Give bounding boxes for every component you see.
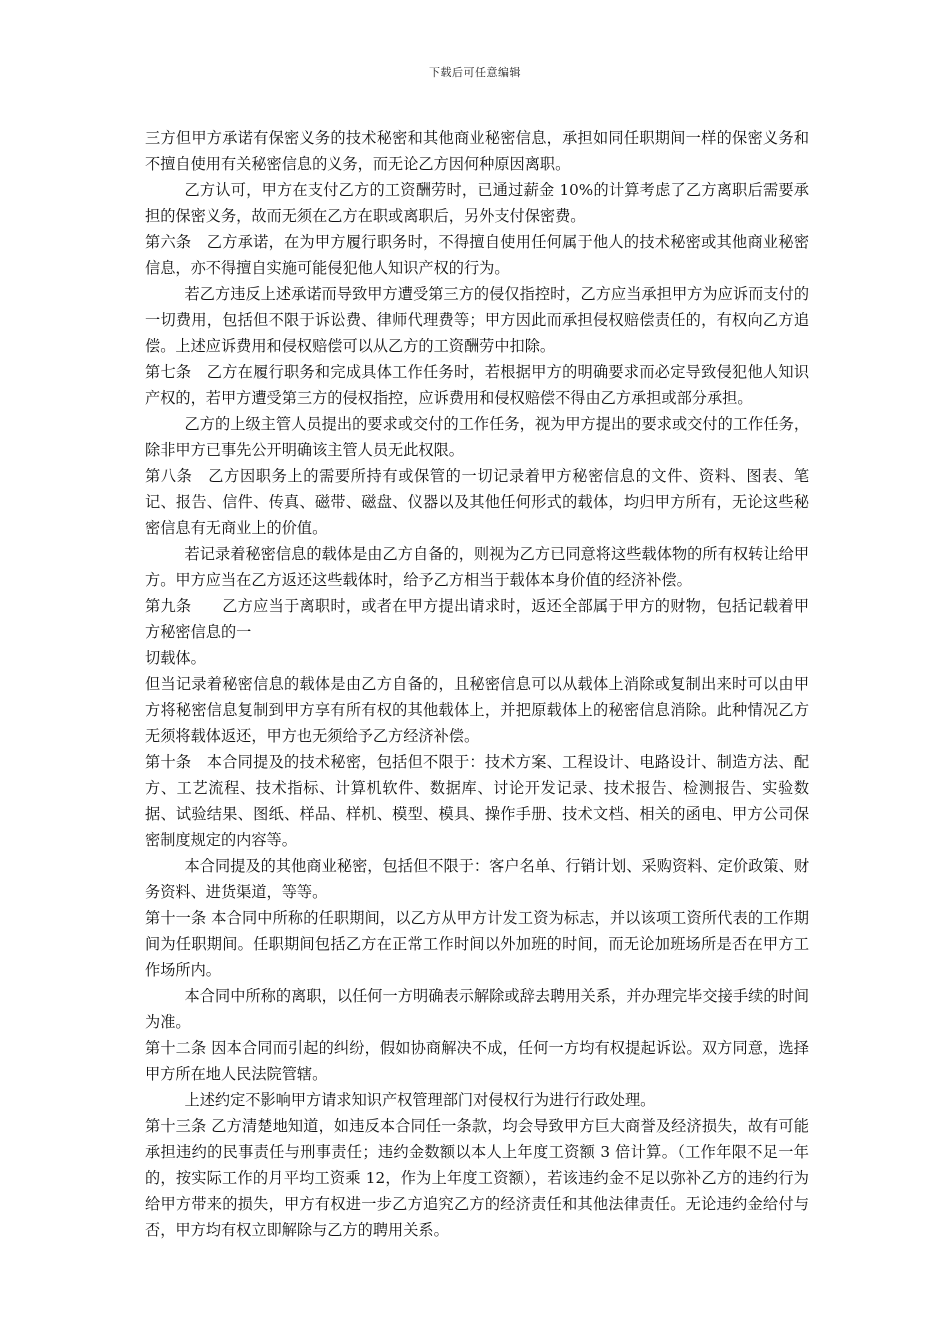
article-6: 第六条 乙方承诺，在为甲方履行职务时，不得擅自使用任何属于他人的技术秘密或其他商业秘密信息，亦不得擅自实施可能侵犯他人知识产权的行为。 bbox=[145, 233, 809, 277]
article-13: 第十三条 乙方清楚地知道，如违反本合同任一条款，均会导致甲方巨大商誉及经济损失，故有可能承担违约的民事责任与刑事责任；违约金数额以本人上年度工资额 3 倍计算。（工作年限不足一年的，按实际工作的月平均工资乘 12，作为上年度工资额），若该违约金不足以弥补乙方的违约行为给甲方带来的损失，甲方有权进一步乙方追究乙方的经济责任和其他法律责任。无论违约金给付与否，甲方均有权立即解除与乙方的聘用关系。 bbox=[145, 1117, 809, 1239]
paragraph: 乙方认可，甲方在支付乙方的工资酬劳时，已通过薪金 10%的计算考虑了乙方离职后需要承担的保密义务，故而无须在乙方在职或离职后，另外支付保密费。 bbox=[145, 181, 809, 225]
paragraph: 三方但甲方承诺有保密义务的技术秘密和其他商业秘密信息，承担如同任职期间一样的保密义务和不擅自使用有关秘密信息的义务，而无论乙方因何种原因离职。 bbox=[145, 129, 809, 173]
paragraph: 上述约定不影响甲方请求知识产权管理部门对侵权行为进行行政处理。 bbox=[184, 1091, 656, 1109]
article-12: 第十二条 因本合同而引起的纠纷，假如协商解决不成，任何一方均有权提起诉讼。双方同意，选择甲方所在地人民法院管辖。 bbox=[145, 1039, 809, 1083]
paragraph: 若记录着秘密信息的载体是由乙方自备的，则视为乙方已同意将这些载体物的所有权转让给甲方。甲方应当在乙方返还这些载体时，给予乙方相当于载体本身价值的经济补偿。 bbox=[145, 545, 809, 589]
paragraph: 本合同提及的其他商业秘密，包括但不限于：客户名单、行销计划、采购资料、定价政策、财务资料、进货渠道，等等。 bbox=[145, 857, 809, 901]
paragraph: 但当记录着秘密信息的载体是由乙方自备的，且秘密信息可以从载体上消除或复制出来时可以由甲方将秘密信息复制到甲方享有所有权的其他载体上，并把原载体上的秘密信息消除。此种情况乙方无须将载体返还，甲方也无须给予乙方经济补偿。 bbox=[145, 675, 809, 745]
article-11: 第十一条 本合同中所称的任职期间，以乙方从甲方计发工资为标志，并以该项工资所代表的工作期间为任职期间。任职期间包括乙方在正常工作时间以外加班的时间，而无论加班场所是否在甲方工作场所内。 bbox=[145, 909, 809, 979]
article-9: 第九条 乙方应当于离职时，或者在甲方提出请求时，返还全部属于甲方的财物，包括记载着甲方秘密信息的一 bbox=[145, 597, 809, 641]
document-body bbox=[145, 125, 809, 1243]
page-header: 下载后可任意编辑 bbox=[429, 66, 521, 79]
paragraph: 乙方的上级主管人员提出的要求或交付的工作任务，视为甲方提出的要求或交付的工作任务，除非甲方已事先公开明确该主管人员无此权限。 bbox=[145, 415, 809, 459]
article-7: 第七条 乙方在履行职务和完成具体工作任务时，若根据甲方的明确要求而必定导致侵犯他人知识产权的，若甲方遭受第三方的侵权指控，应诉费用和侵权赔偿不得由乙方承担或部分承担。 bbox=[145, 363, 809, 407]
article-8: 第八条 乙方因职务上的需要所持有或保管的一切记录着甲方秘密信息的文件、资料、图表、笔记、报告、信件、传真、磁带、磁盘、仪器以及其他任何形式的载体，均归甲方所有，无论这些秘密信息有无商业上的价值。 bbox=[145, 467, 809, 537]
paragraph: 本合同中所称的离职，以任何一方明确表示解除或辞去聘用关系，并办理完毕交接手续的时间为准。 bbox=[145, 987, 809, 1031]
paragraph: 切载体。 bbox=[145, 649, 206, 667]
article-10: 第十条 本合同提及的技术秘密，包括但不限于：技术方案、工程设计、电路设计、制造方法、配方、工艺流程、技术指标、计算机软件、数据库、讨论开发记录、技术报告、检测报告、实验数据、试验结果、图纸、样品、样机、模型、模具、操作手册、技术文档、相关的函电、甲方公司保密制度规定的内容等。 bbox=[145, 753, 809, 849]
paragraph: 若乙方违反上述承诺而导致甲方遭受第三方的侵仅指控时，乙方应当承担甲方为应诉而支付的一切费用，包括但不限于诉讼费、律师代理费等；甲方因此而承担侵权赔偿责任的，有权向乙方追偿。上述应诉费用和侵权赔偿可以从乙方的工资酬劳中扣除。 bbox=[145, 285, 809, 355]
